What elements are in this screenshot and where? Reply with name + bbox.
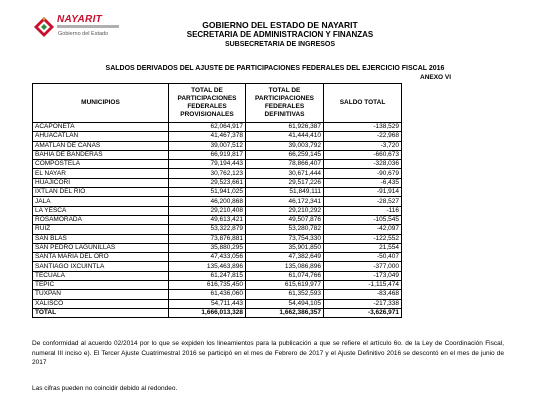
cell-definitivas: 78,866,407 bbox=[246, 160, 324, 169]
cell-saldo: -116 bbox=[324, 206, 402, 215]
table-row bbox=[33, 225, 402, 234]
cell-saldo: -28,527 bbox=[324, 197, 402, 206]
table-row bbox=[33, 206, 402, 215]
cell-provisionales: 29,523,661 bbox=[169, 178, 246, 187]
cell-definitivas: 615,619,977 bbox=[246, 281, 324, 290]
cell-saldo: -50,407 bbox=[324, 253, 402, 262]
header-titles bbox=[145, 20, 415, 50]
table-row bbox=[33, 262, 402, 271]
cell-saldo: -1,115,474 bbox=[324, 281, 402, 290]
cell-municipio: SANTIAGO IXCUINTLA bbox=[33, 262, 169, 271]
cell-municipio: LA YESCA bbox=[33, 206, 169, 215]
column-header-saldo: SALDO TOTAL bbox=[324, 84, 402, 123]
cell-definitivas: 66,259,145 bbox=[246, 150, 324, 159]
table-row bbox=[33, 299, 402, 308]
cell-definitivas: 47,382,649 bbox=[246, 253, 324, 262]
logo-tagline-bar bbox=[57, 25, 119, 28]
cell-saldo: -138,529 bbox=[324, 123, 402, 132]
cell-municipio: AHUACATLAN bbox=[33, 132, 169, 141]
table-row bbox=[33, 271, 402, 280]
cell-municipio: EL NAYAR bbox=[33, 169, 169, 178]
cell-definitivas: 53,280,782 bbox=[246, 225, 324, 234]
cell-definitivas: 29,210,292 bbox=[246, 206, 324, 215]
logo-subtitle: Gobierno del Estado bbox=[58, 31, 109, 37]
cell-provisionales: 54,711,443 bbox=[169, 299, 246, 308]
cell-municipio: SAN BLAS bbox=[33, 234, 169, 243]
cell-provisionales: 62,064,917 bbox=[169, 123, 246, 132]
cell-saldo: -91,914 bbox=[324, 188, 402, 197]
total-cell-provisionales: 1,666,013,328 bbox=[169, 308, 246, 317]
cell-saldo: -83,468 bbox=[324, 290, 402, 299]
cell-saldo: -3,720 bbox=[324, 141, 402, 150]
cell-municipio: ACAPONETA bbox=[33, 123, 169, 132]
cell-municipio: JALA bbox=[33, 197, 169, 206]
cell-municipio: TECUALA bbox=[33, 271, 169, 280]
table-row bbox=[33, 188, 402, 197]
cell-provisionales: 35,880,295 bbox=[169, 243, 246, 252]
table-row bbox=[33, 234, 402, 243]
cell-definitivas: 30,671,444 bbox=[246, 169, 324, 178]
column-header-definitivas: TOTAL DE PARTICIPACIONES FEDERALES DEFINITIVAS bbox=[246, 84, 324, 123]
cell-saldo: -122,552 bbox=[324, 234, 402, 243]
table-row bbox=[33, 169, 402, 178]
cell-definitivas: 39,003,792 bbox=[246, 141, 324, 150]
cell-definitivas: 54,494,105 bbox=[246, 299, 324, 308]
cell-provisionales: 61,247,815 bbox=[169, 271, 246, 280]
cell-municipio: HUAJICORI bbox=[33, 178, 169, 187]
cell-municipio: COMPOSTELA bbox=[33, 160, 169, 169]
column-header-provisionales: TOTAL DE PARTICIPACIONES FEDERALES PROVISIONALES bbox=[169, 84, 246, 123]
cell-definitivas: 49,507,876 bbox=[246, 215, 324, 224]
column-header-municipios: MUNICIPIOS bbox=[33, 84, 169, 123]
cell-municipio: IXTLAN DEL RIO bbox=[33, 188, 169, 197]
cell-provisionales: 39,007,512 bbox=[169, 141, 246, 150]
table-row bbox=[33, 150, 402, 159]
cell-definitivas: 61,926,387 bbox=[246, 123, 324, 132]
document-header bbox=[0, 0, 539, 60]
cell-provisionales: 61,436,060 bbox=[169, 290, 246, 299]
cell-provisionales: 79,194,443 bbox=[169, 160, 246, 169]
cell-definitivas: 35,901,850 bbox=[246, 243, 324, 252]
cell-provisionales: 41,467,378 bbox=[169, 132, 246, 141]
cell-saldo: -6,435 bbox=[324, 178, 402, 187]
rounding-footnote: Las cifras pueden no coincidir debido al redondeo. bbox=[32, 385, 178, 392]
cell-definitivas: 46,172,341 bbox=[246, 197, 324, 206]
table-row bbox=[33, 290, 402, 299]
table-row bbox=[33, 141, 402, 150]
table-row bbox=[33, 132, 402, 141]
secretariat-title: SECRETARIA DE ADMINISTRACION Y FINANZAS bbox=[186, 30, 374, 39]
total-cell-definitivas: 1,662,386,357 bbox=[246, 308, 324, 317]
cell-provisionales: 29,210,408 bbox=[169, 206, 246, 215]
table-row bbox=[33, 123, 402, 132]
cell-saldo: -105,545 bbox=[324, 215, 402, 224]
cell-municipio: AMATLAN DE CAÑAS bbox=[33, 141, 169, 150]
cell-provisionales: 616,735,450 bbox=[169, 281, 246, 290]
cell-saldo: -22,968 bbox=[324, 132, 402, 141]
report-title: SALDOS DERIVADOS DEL AJUSTE DE PARTICIPACIONES FEDERALES DEL EJERCICIO FISCAL 2016 bbox=[105, 65, 445, 72]
cell-provisionales: 51,941,025 bbox=[169, 188, 246, 197]
cell-municipio: RUIZ bbox=[33, 225, 169, 234]
cell-provisionales: 46,200,868 bbox=[169, 197, 246, 206]
table-row bbox=[33, 215, 402, 224]
table-row bbox=[33, 197, 402, 206]
cell-saldo: 21,554 bbox=[324, 243, 402, 252]
government-title: GOBIERNO DEL ESTADO DE NAYARIT bbox=[202, 20, 358, 30]
cell-definitivas: 135,086,896 bbox=[246, 262, 324, 271]
cell-definitivas: 61,352,593 bbox=[246, 290, 324, 299]
table-row bbox=[33, 281, 402, 290]
total-cell-label: TOTAL bbox=[33, 308, 169, 317]
logo-name: NAYARIT bbox=[57, 14, 103, 25]
cell-saldo: -660,673 bbox=[324, 150, 402, 159]
nayarit-logo bbox=[33, 14, 129, 54]
cell-definitivas: 73,754,330 bbox=[246, 234, 324, 243]
cell-municipio: XALISCO bbox=[33, 299, 169, 308]
cell-municipio: SANTA MARIA DEL ORO bbox=[33, 253, 169, 262]
cell-provisionales: 66,919,817 bbox=[169, 150, 246, 159]
cell-municipio: SAN PEDRO LAGUNILLAS bbox=[33, 243, 169, 252]
cell-definitivas: 51,849,111 bbox=[246, 188, 324, 197]
table-row bbox=[33, 178, 402, 187]
cell-municipio: BAHIA DE BANDERAS bbox=[33, 150, 169, 159]
cell-provisionales: 49,613,421 bbox=[169, 215, 246, 224]
cell-provisionales: 73,876,881 bbox=[169, 234, 246, 243]
cell-definitivas: 41,444,410 bbox=[246, 132, 324, 141]
cell-municipio: TEPIC bbox=[33, 281, 169, 290]
cell-saldo: -173,049 bbox=[324, 271, 402, 280]
subsecretariat-title: SUBSECRETARIA DE INGRESOS bbox=[224, 41, 336, 48]
cell-saldo: -377,000 bbox=[324, 262, 402, 271]
cell-provisionales: 53,322,879 bbox=[169, 225, 246, 234]
cell-municipio: ROSAMORADA bbox=[33, 215, 169, 224]
nayarit-emblem-icon bbox=[33, 16, 55, 38]
annex-label: ANEXO VI bbox=[420, 74, 452, 81]
cell-provisionales: 30,762,123 bbox=[169, 169, 246, 178]
cell-saldo: -217,338 bbox=[324, 299, 402, 308]
participaciones-table bbox=[32, 83, 402, 318]
cell-saldo: -90,679 bbox=[324, 169, 402, 178]
cell-municipio: TUXPAN bbox=[33, 290, 169, 299]
cell-provisionales: 47,433,056 bbox=[169, 253, 246, 262]
total-cell-saldo: -3,626,971 bbox=[324, 308, 402, 317]
table-header-row bbox=[33, 84, 402, 123]
table-total-row bbox=[33, 308, 402, 317]
cell-saldo: -42,097 bbox=[324, 225, 402, 234]
cell-definitivas: 61,074,766 bbox=[246, 271, 324, 280]
cell-saldo: -328,036 bbox=[324, 160, 402, 169]
table-row bbox=[33, 243, 402, 252]
table-row bbox=[33, 160, 402, 169]
cell-provisionales: 135,463,896 bbox=[169, 262, 246, 271]
table-row bbox=[33, 253, 402, 262]
cell-definitivas: 29,517,226 bbox=[246, 178, 324, 187]
legal-note: De conformidad al acuerdo 02/2014 por lo que se expiden los lineamientos para la publicación a que se refiere el artículo 6o. de la Ley de Coordinación Fiscal, numeral III inciso e). El Tercer Ajuste Cuatrimestral 2016 se participó en el mes de Febrero de 2017 y el Ajuste Definitivo 2016 se descontó en el mes de junio de 2017 bbox=[32, 340, 504, 366]
table-body bbox=[33, 123, 402, 318]
